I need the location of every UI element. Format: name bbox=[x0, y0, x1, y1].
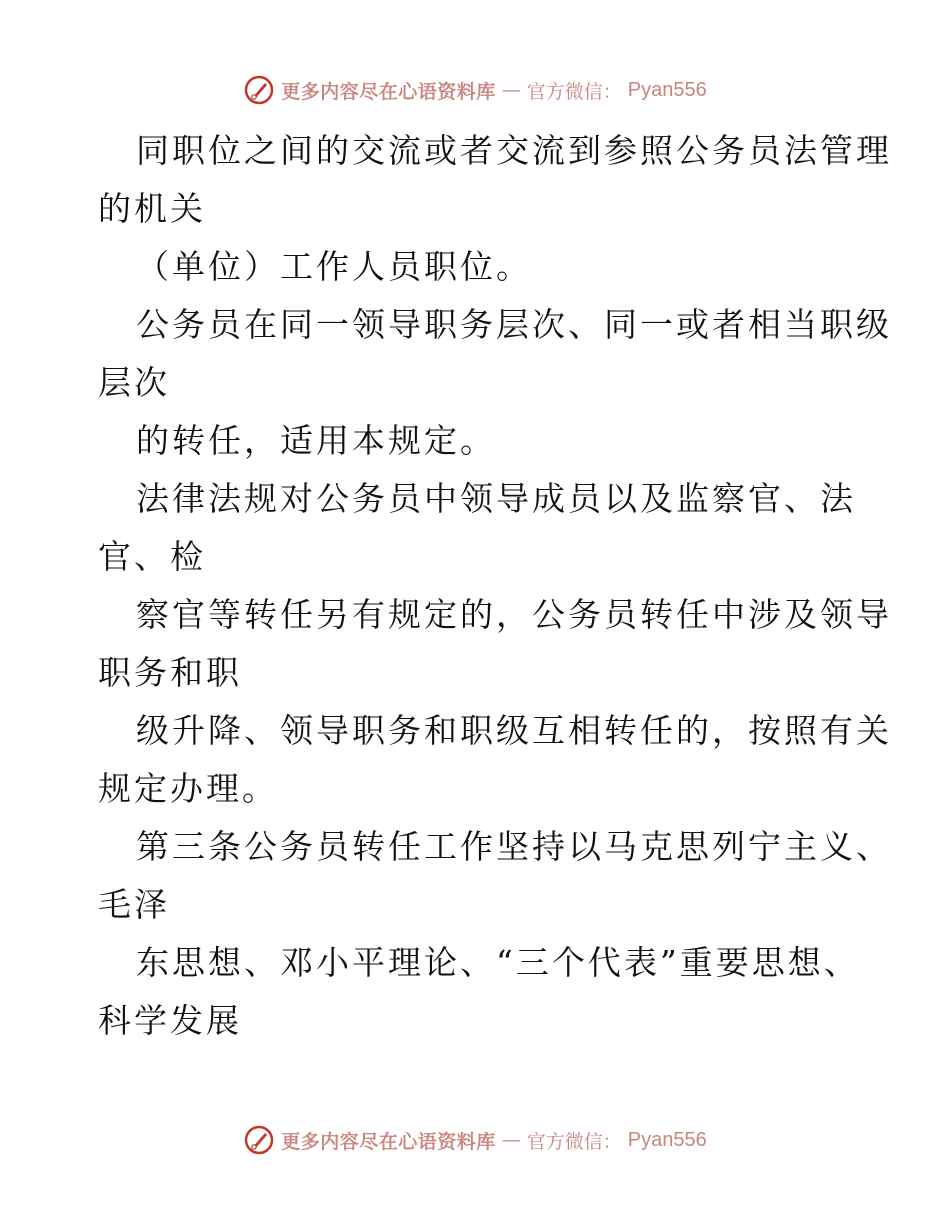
text-line: 级升降、领导职务和职级互相转任的，按照有关 bbox=[136, 711, 892, 750]
watermark-wechat-label: 官方微信： bbox=[526, 80, 622, 103]
text-line: 法律法规对公务员中领导成员以及监察官、法 bbox=[136, 479, 856, 518]
text-line: 的转任，适用本规定。 bbox=[136, 421, 496, 460]
text-line: 毛泽 bbox=[98, 885, 170, 924]
text-line: 职务和职 bbox=[98, 653, 242, 692]
quill-logo-icon bbox=[243, 74, 275, 106]
text-line: 的机关 bbox=[98, 189, 206, 228]
watermark-wechat-id: Pyan556 bbox=[627, 78, 707, 101]
text-line: 科学发展 bbox=[98, 1001, 242, 1040]
text-line: 察官等转任另有规定的，公务员转任中涉及领导 bbox=[136, 595, 892, 634]
text-line: 同职位之间的交流或者交流到参照公务员法管理 bbox=[136, 131, 892, 170]
text-line: 第三条公务员转任工作坚持以马克思列宁主义、 bbox=[136, 827, 892, 866]
text-line: 规定办理。 bbox=[98, 769, 278, 808]
header-watermark bbox=[0, 70, 950, 110]
document-body bbox=[98, 122, 892, 1050]
watermark-text: 更多内容尽在心语资料库 bbox=[281, 80, 496, 103]
text-line: 东思想、邓小平理论、“三个代表”重要思想、 bbox=[136, 943, 860, 982]
watermark-wechat-id: Pyan556 bbox=[627, 1128, 707, 1151]
quill-logo-icon bbox=[243, 1124, 275, 1156]
text-line: 层次 bbox=[98, 363, 170, 402]
text-line: 官、检 bbox=[98, 537, 206, 576]
text-line: （单位）工作人员职位。 bbox=[136, 247, 532, 286]
footer-watermark bbox=[0, 1120, 950, 1160]
watermark-dash: — bbox=[501, 79, 521, 101]
text-line: 公务员在同一领导职务层次、同一或者相当职级 bbox=[136, 305, 892, 344]
watermark-wechat-label: 官方微信： bbox=[526, 1130, 622, 1153]
watermark-text: 更多内容尽在心语资料库 bbox=[281, 1130, 496, 1153]
watermark-dash: — bbox=[501, 1129, 521, 1151]
